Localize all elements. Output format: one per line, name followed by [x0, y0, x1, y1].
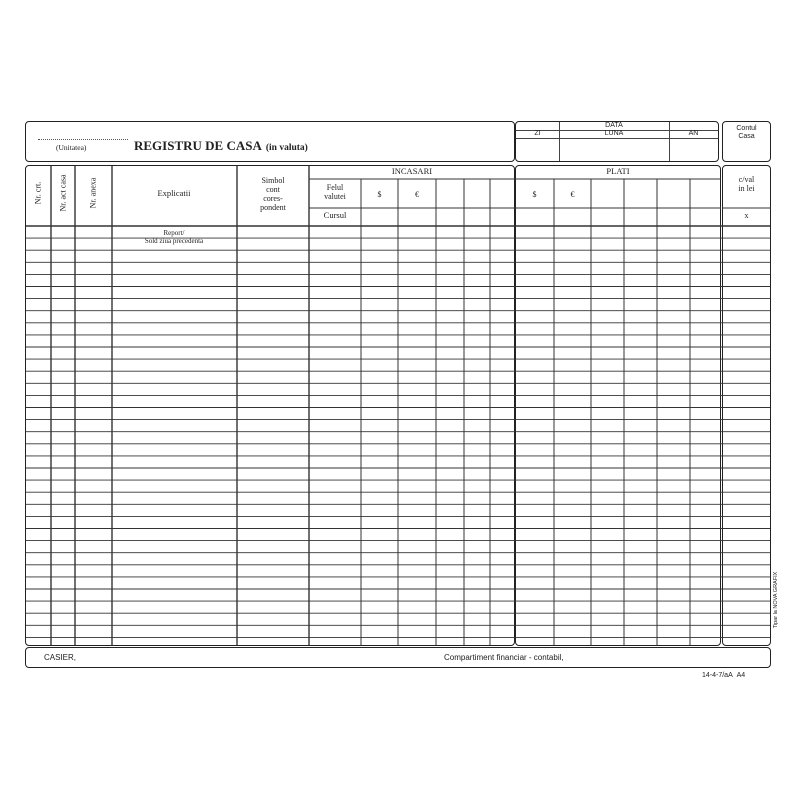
compartiment-label: Compartiment financiar - contabil, [444, 653, 564, 662]
account-line2: Casa [738, 133, 755, 140]
date-label: DATA [605, 122, 623, 129]
col-nr-act-casa: Nr. act casa [58, 174, 68, 212]
date-year-label: AN [688, 130, 699, 137]
simbol-line-3: cores- [263, 194, 283, 203]
footer-block [25, 647, 771, 668]
simbol-line-2: cont [266, 185, 280, 194]
felul-valutei-1: Felul [326, 183, 344, 192]
col-explicatii: Explicatii [157, 188, 191, 198]
title-main: REGISTRU DE CASA [134, 138, 262, 153]
form-format: A4 [736, 672, 746, 679]
report-line-1: Report/ [163, 229, 185, 237]
incasari-euro: € [415, 190, 419, 199]
report-line-2: Sold ziua precedenta [144, 237, 204, 245]
account-line1: Contul [736, 125, 757, 132]
unit-label: (Unitatea) [56, 143, 87, 152]
cval-x-mark: x [744, 211, 749, 220]
simbol-line-1: Simbol [261, 176, 285, 185]
cval-line-2: in lei [738, 184, 755, 193]
casier-label: CASIER, [44, 653, 77, 662]
form-code [702, 671, 745, 680]
date-day-label: ZI [534, 130, 541, 137]
cval-line-1: c/val [738, 175, 755, 184]
title-suffix: (in valuta) [265, 143, 308, 153]
plati-dollar: $ [532, 190, 537, 199]
plati-label: PLATI [606, 166, 630, 176]
form-code-number: 14-4-7/aA [702, 672, 733, 679]
felul-valutei-2: valutei [324, 192, 346, 201]
simbol-line-4: pondent [260, 203, 286, 212]
date-month-label: LUNA [604, 130, 624, 137]
printer-note: Tipar la NOVA GRAFIX [773, 571, 779, 629]
col-nr-anexa: Nr. anexa [88, 177, 98, 209]
incasari-dollar: $ [377, 190, 382, 199]
cursul-label: Cursul [323, 210, 347, 220]
col-simbol [237, 176, 309, 212]
plati-euro: € [570, 190, 575, 199]
incasari-label: INCASARI [391, 166, 433, 176]
col-nr-crt: Nr. crt. [33, 181, 43, 205]
